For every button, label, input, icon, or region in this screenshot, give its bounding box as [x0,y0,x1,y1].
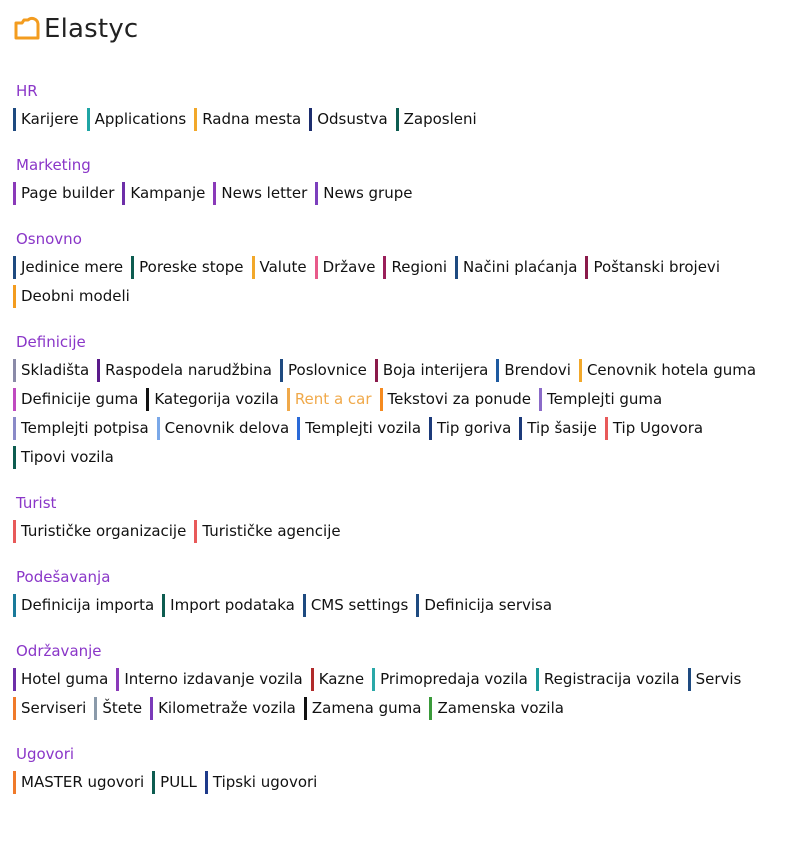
module-link[interactable]: Templejti potpisa [13,417,150,440]
module-link[interactable]: News grupe [315,182,413,205]
section-title: Podešavanja [16,568,111,586]
section-hr [13,80,803,137]
module-link[interactable]: Brendovi [496,359,572,382]
app-logo[interactable] [12,14,138,44]
section-pode-avanja [13,566,803,623]
module-link[interactable]: Poslovnice [280,359,368,382]
module-link[interactable]: Templejti guma [539,388,663,411]
section-items [13,771,803,800]
module-link[interactable]: Turističke agencije [194,520,341,543]
cloud-folder-icon [12,14,42,44]
module-link[interactable]: Deobni modeli [13,285,131,308]
section-title: HR [16,82,38,100]
module-link[interactable]: Interno izdavanje vozila [116,668,303,691]
section-items [13,520,803,549]
module-link[interactable]: Hotel guma [13,668,109,691]
module-link[interactable]: CMS settings [303,594,410,617]
module-link[interactable]: Tip goriva [429,417,512,440]
module-link[interactable]: Tip šasije [519,417,598,440]
module-link[interactable]: Cenovnik hotela guma [579,359,757,382]
module-link[interactable]: Poreske stope [131,256,244,279]
module-link[interactable]: Kategorija vozila [146,388,280,411]
module-link[interactable]: Skladišta [13,359,90,382]
module-link[interactable]: Načini plaćanja [455,256,578,279]
module-link[interactable]: Regioni [383,256,448,279]
module-link[interactable]: Tekstovi za ponude [380,388,533,411]
module-link[interactable]: Poštanski brojevi [585,256,721,279]
module-link[interactable]: Tipski ugovori [205,771,318,794]
section-definicije [13,331,803,475]
module-link[interactable]: Kazne [311,668,365,691]
module-link[interactable]: Boja interijera [375,359,489,382]
module-link[interactable]: News letter [213,182,308,205]
module-link[interactable]: Applications [87,108,188,131]
section-title: Održavanje [16,642,102,660]
section-title: Ugovori [16,745,75,763]
module-link[interactable]: Države [315,256,377,279]
app-name: Elastyc [44,14,139,44]
module-link[interactable]: Tipovi vozila [13,446,115,469]
module-link[interactable]: PULL [152,771,198,794]
module-link[interactable]: MASTER ugovori [13,771,145,794]
section-items [13,256,803,314]
section-marketing [13,154,803,211]
module-link[interactable]: Definicija servisa [416,594,553,617]
module-link[interactable]: Cenovnik delova [157,417,291,440]
section-title: Osnovno [16,230,82,248]
module-link[interactable]: Page builder [13,182,115,205]
module-link[interactable]: Zamena guma [304,697,423,720]
section-items [13,108,803,137]
section-items [13,359,803,475]
module-link[interactable]: Definicije guma [13,388,139,411]
section-title: Turist [16,494,57,512]
module-link[interactable]: Zaposleni [396,108,478,131]
section-turist [13,492,803,549]
section-title: Marketing [16,156,91,174]
module-link[interactable]: Registracija vozila [536,668,681,691]
module-link[interactable]: Štete [94,697,143,720]
module-link[interactable]: Tip Ugovora [605,417,704,440]
module-link[interactable]: Definicija importa [13,594,155,617]
module-link[interactable]: Odsustva [309,108,388,131]
module-link[interactable]: Serviseri [13,697,87,720]
module-link[interactable]: Servis [688,668,743,691]
section-title: Definicije [16,333,86,351]
module-link[interactable]: Import podataka [162,594,296,617]
module-link[interactable]: Radna mesta [194,108,302,131]
module-link[interactable]: Rent a car [287,388,373,411]
module-link[interactable]: Jedinice mere [13,256,124,279]
section-odr-avanje [13,640,803,726]
module-link[interactable]: Valute [252,256,308,279]
module-link[interactable]: Zamenska vozila [429,697,564,720]
module-link[interactable]: Turističke organizacije [13,520,187,543]
section-items [13,668,803,726]
module-link[interactable]: Kilometraže vozila [150,697,297,720]
section-ugovori [13,743,803,800]
module-link[interactable]: Primopredaja vozila [372,668,529,691]
module-link[interactable]: Kampanje [122,182,206,205]
section-items [13,182,803,211]
section-items [13,594,803,623]
module-link[interactable]: Templejti vozila [297,417,422,440]
section-osnovno [13,228,803,314]
module-sections [13,80,803,817]
module-link[interactable]: Raspodela narudžbina [97,359,273,382]
module-link[interactable]: Karijere [13,108,80,131]
